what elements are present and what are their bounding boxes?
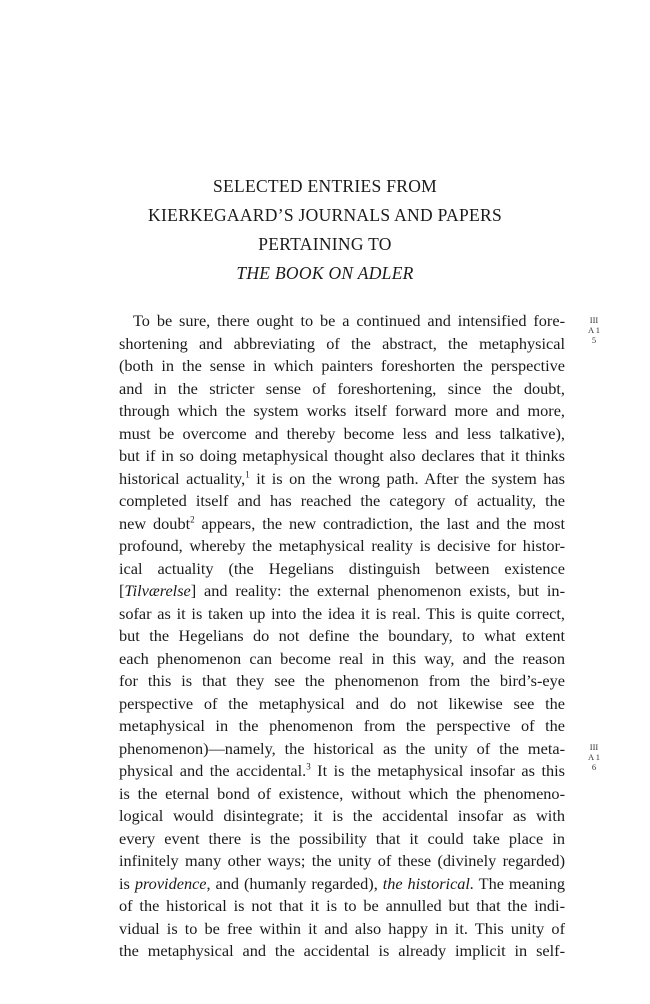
margin-ref-section: A 1	[587, 752, 601, 762]
text-line: must be overcome and thereby become less and less talkative),	[119, 423, 565, 443]
text-line	[119, 873, 565, 896]
text-fragment: , and (humanly regarded),	[206, 873, 383, 893]
margin-ref-entry: 5	[591, 335, 597, 345]
text-line: vidual is to be free within it and also happy in it. This unity of	[119, 918, 565, 938]
text-line: but the Hegelians do not define the boundary, to what extent	[119, 626, 565, 645]
text-line: shortening and abbreviating of the abstract, the metaphysical	[119, 333, 565, 353]
text-line	[119, 760, 565, 783]
text-line: completed itself and has reached the category of actuality, the	[119, 491, 565, 510]
margin-reference	[584, 315, 604, 345]
body-text	[119, 310, 565, 963]
margin-ref-volume: III	[589, 315, 599, 325]
heading-line-4: THE BOOK ON ADLER	[236, 263, 414, 283]
text-line: but if in so doing metaphysical thought also declares that it thinks	[119, 446, 565, 465]
text-fragment: it is on the wrong path. After the system has	[249, 468, 565, 488]
text-line: for this is that they see the phenomenon from the bird’s-eye	[119, 671, 565, 690]
text-line: the metaphysical and the accidental is already implicit in self-	[119, 941, 565, 960]
text-line: (both in the sense in which painters foreshorten the perspective	[119, 356, 565, 375]
text-fragment: historical actuality,	[119, 468, 246, 488]
text-line: each phenomenon can become real in this way, and the reason	[119, 648, 565, 668]
text-line: logical would disintegrate; it is the accidental insofar as with	[119, 806, 565, 825]
text-fragment: appears, the new contradiction, the last and the most	[194, 513, 566, 533]
heading-line-3: PERTAINING TO	[258, 234, 392, 254]
text-fragment: It is the metaphysical insofar as this	[310, 761, 566, 780]
text-fragment: [	[119, 581, 125, 600]
heading-line-1: SELECTED ENTRIES FROM	[212, 176, 438, 196]
text-fragment: is	[119, 873, 135, 893]
italic-term: the historical.	[382, 873, 475, 893]
entries-heading	[0, 172, 650, 288]
text-line: and in the stricter sense of foreshortening, since the doubt,	[119, 378, 565, 398]
text-line: infinitely many other ways; the unity of these (divinely regarded)	[119, 851, 565, 870]
italic-term: Tilværelse	[124, 581, 191, 600]
text-line	[119, 580, 565, 603]
text-line: is the eternal bond of existence, without which the phenomeno-	[119, 783, 565, 803]
italic-term: providence	[134, 873, 207, 893]
text-line: through which the system works itself forward more and more,	[119, 401, 565, 420]
text-line: To be sure, there ought to be a continued and intensified fore-	[133, 311, 565, 330]
margin-ref-entry: 6	[591, 762, 597, 772]
heading-line-2: KIERKEGAARD’S JOURNALS AND PAPERS	[148, 205, 502, 225]
text-line: perspective of the metaphysical and do not likewise see the	[119, 693, 565, 713]
text-line: profound, whereby the metaphysical reality is decisive for histor-	[119, 536, 565, 555]
text-line: phenomenon)—namely, the historical as the unity of the meta-	[119, 738, 565, 758]
footnote-marker: 1	[245, 469, 250, 480]
margin-ref-volume: III	[589, 742, 599, 752]
text-fragment: The meaning	[474, 873, 565, 893]
text-line: sofar as it is taken up into the idea it is real. This is quite correct,	[119, 603, 565, 623]
margin-ref-section: A 1	[587, 325, 601, 335]
text-line	[119, 513, 565, 536]
text-line: of the historical is not that it is to be annulled but that the indi-	[119, 896, 565, 915]
text-line: ical actuality (the Hegelians distinguish between existence	[119, 558, 565, 578]
text-line	[119, 468, 565, 491]
margin-reference	[584, 742, 604, 772]
text-line: every event there is the possibility that it could take place in	[119, 828, 565, 848]
text-line: metaphysical in the phenomenon from the perspective of the	[119, 716, 565, 735]
text-fragment: physical and the accidental.	[119, 761, 307, 780]
footnote-marker: 3	[306, 761, 311, 772]
text-fragment: new doubt	[119, 513, 191, 533]
footnote-marker: 2	[190, 514, 195, 525]
text-fragment: ] and reality: the external phenomenon exists, but in-	[190, 581, 565, 600]
